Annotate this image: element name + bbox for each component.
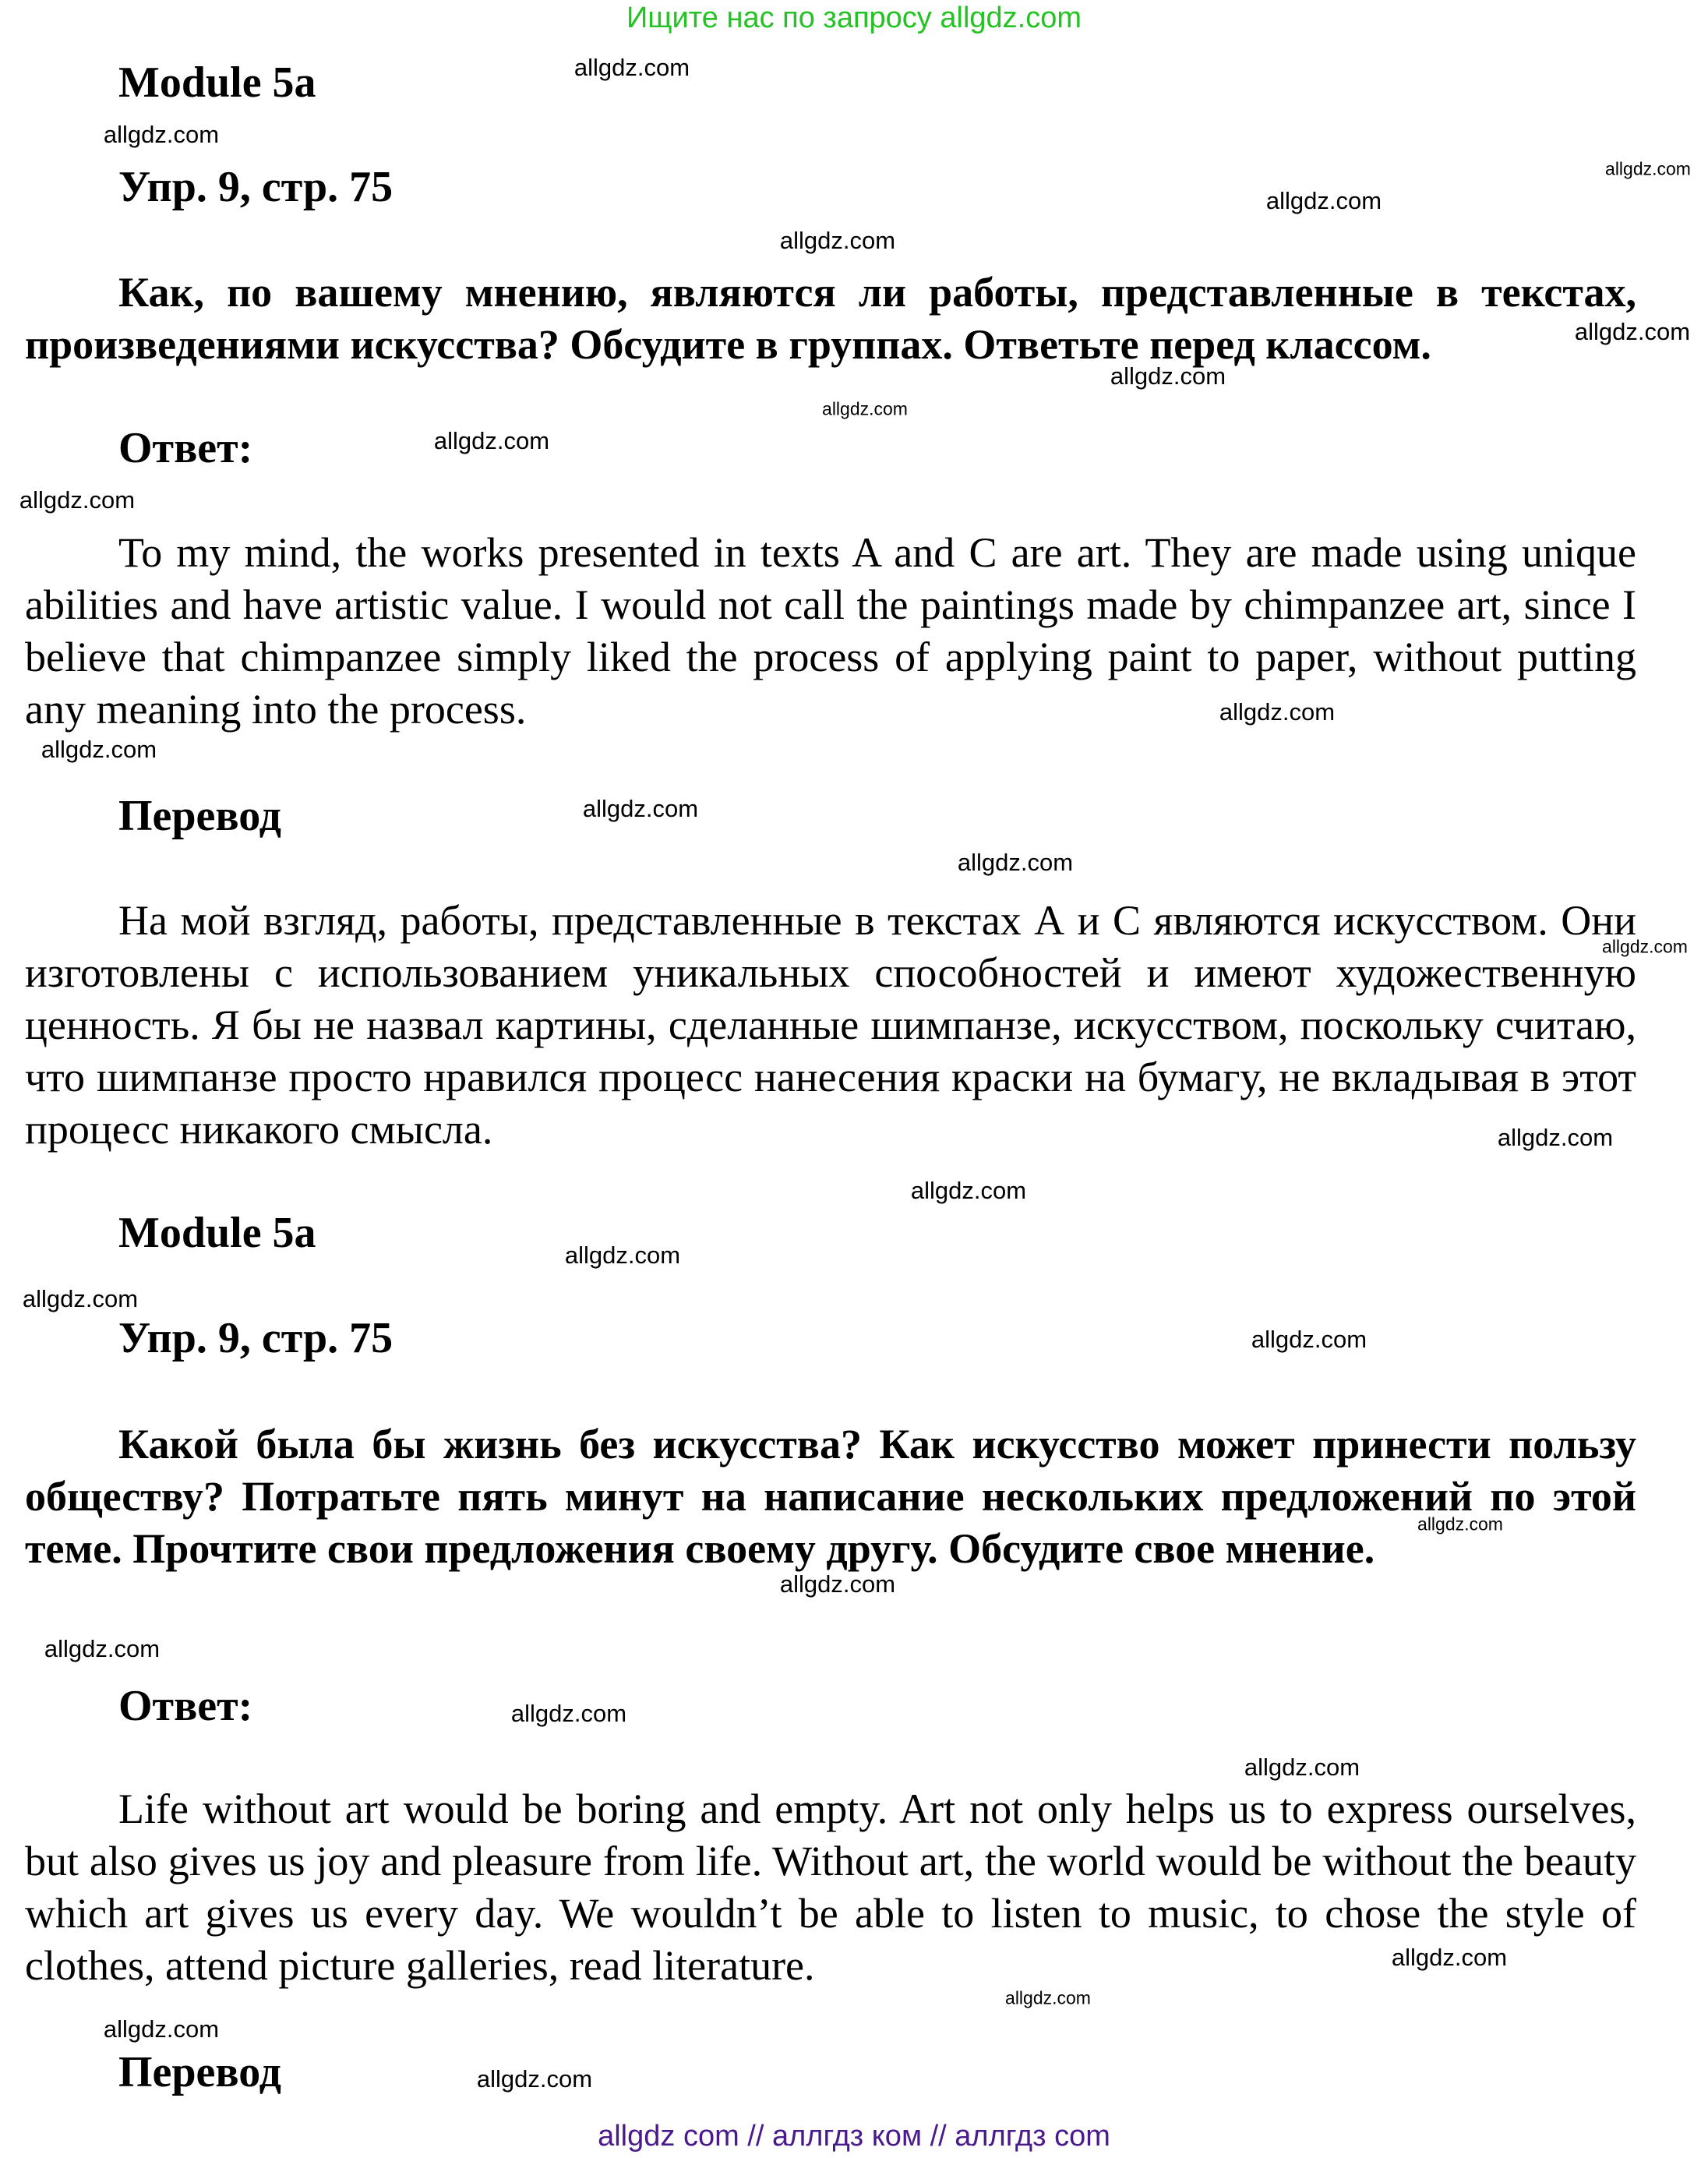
watermark: allgdz.com [1251,1326,1367,1353]
watermark: allgdz.com [957,849,1074,876]
watermark: allgdz.com [510,1700,627,1727]
watermark: allgdz.com [1605,158,1691,179]
watermark: allgdz.com [822,398,908,419]
watermark: allgdz.com [779,1570,896,1598]
watermark: allgdz.com [1574,318,1691,345]
watermark: allgdz.com [1244,1754,1360,1781]
question-text: Как, по вашему мнению, являются ли работы, представленные в текстах, произведениями искусства? Обсудите в группах. Ответьте перед классом. [25,269,1636,368]
watermark: allgdz.com [564,1241,681,1269]
watermark: allgdz.com [44,1635,161,1662]
answer-text: To my mind, the works presented in texts A and C are art. They are made using unique abilities and have artistic value. I would not call the paintings made by chimpanzee art, since I believe that chimpanzee simply liked the process of applying paint to paper, without putting any meaning into the process. [25,529,1636,733]
translation-label: Перевод [118,2048,281,2096]
answer-label: Ответ: [118,1682,253,1730]
exercise-heading: Упр. 9, стр. 75 [118,163,393,211]
answer-text: Life without art would be boring and empty. Art not only helps us to express ourselves, but also gives us joy and pleasure from life. Without art, the world would be without the beauty which art gives us every day. We wouldn’t be able to listen to music, to chose the style of clothes, attend picture galleries, read literature. [25,1785,1636,1989]
exercise-heading: Упр. 9, стр. 75 [118,1314,393,1362]
watermark: allgdz.com [1110,362,1226,390]
watermark: allgdz.com [19,486,136,514]
module-heading: Module 5a [118,58,316,107]
watermark: allgdz.com [1497,1124,1614,1151]
watermark: allgdz.com [910,1177,1027,1204]
watermark: allgdz.com [1265,187,1382,214]
watermark: allgdz.com [476,2065,593,2093]
watermark: allgdz.com [433,427,550,454]
watermark: allgdz.com [573,54,690,81]
answer-label: Ответ: [118,424,253,472]
watermark: allgdz.com [582,795,699,822]
watermark: allgdz.com [1417,1513,1503,1535]
watermark: allgdz.com [22,1285,139,1312]
watermark: allgdz.com [103,121,220,148]
watermark: allgdz.com [779,227,896,254]
question-text: Какой была бы жизнь без искусства? Как искусство может принести пользу обществу? Потратьте пять минут на написание нескольких предложений по этой теме. Прочтите свои предложения своему другу. Обсудите свое мнение. [25,1421,1636,1572]
watermark: allgdz.com [1219,698,1336,726]
translation-text: На мой взгляд, работы, представленные в текстах А и С являются искусством. Они изготовлены с использованием уникальных способностей и имеют художественную ценность. Я бы не назвал картины, сделанные шимпанзе, искусством, поскольку считаю, что шимпанзе просто нравился процесс нанесения краски на бумагу, не вкладывая в этот процесс никакого смысла. [25,897,1636,1153]
module-heading: Module 5a [118,1209,316,1257]
translation-label: Перевод [118,792,281,840]
search-banner[interactable]: Ищите нас по запросу allgdz.com [626,2,1082,34]
footer-links[interactable]: allgdz com // аллгдз ком // аллгдз com [598,2120,1110,2153]
watermark: allgdz.com [41,736,157,763]
watermark: allgdz.com [1391,1944,1508,1971]
watermark: allgdz.com [103,2015,220,2043]
watermark: allgdz.com [1602,936,1688,957]
watermark: allgdz.com [1005,1987,1091,2008]
